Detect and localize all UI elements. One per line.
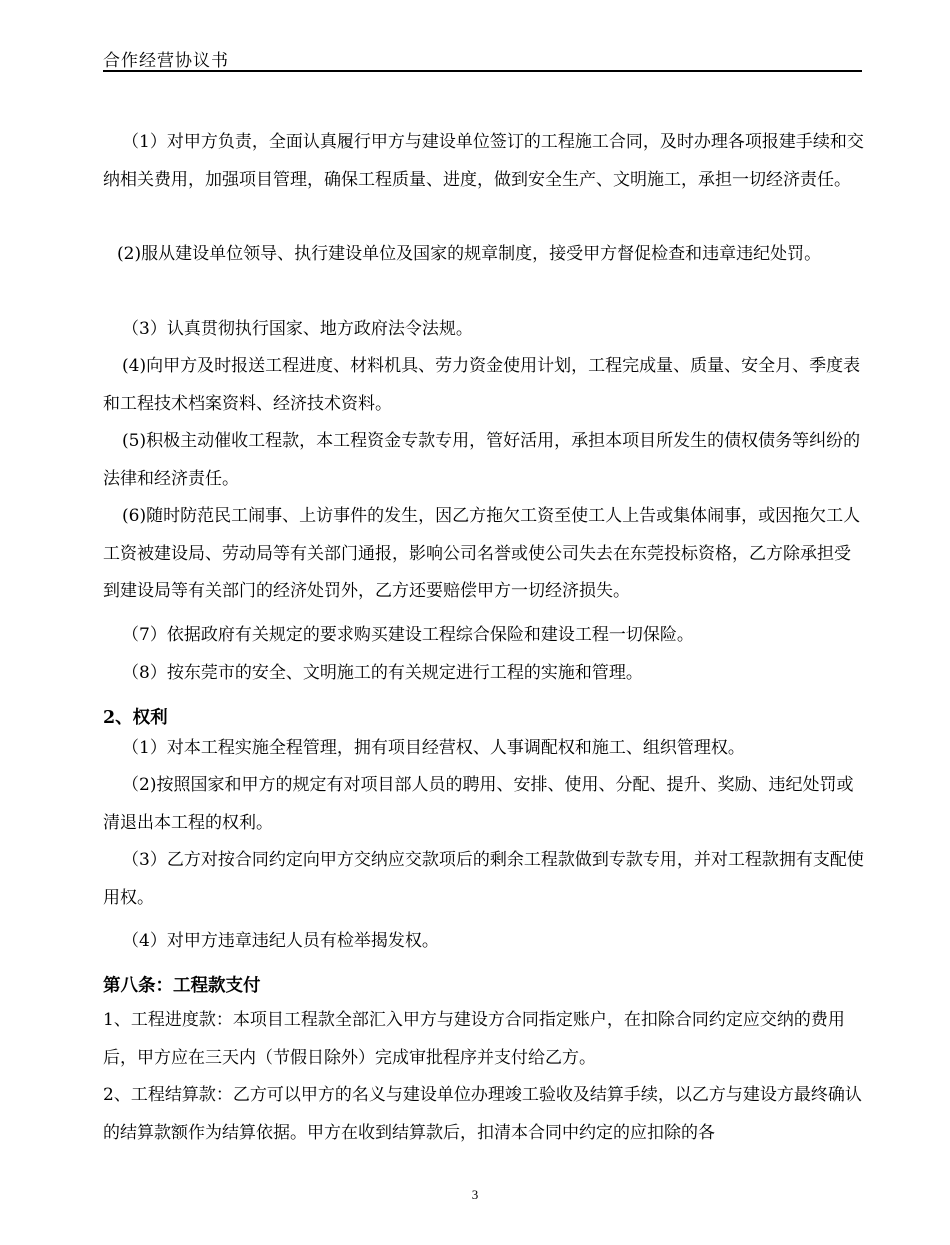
obligation-item-6: (6)随时防范民工闹事、上访事件的发生，因乙方拖欠工资至使工人上告或集体闹事，或因拖欠工人工资被建设局、劳动局等有关部门通报，影响公司名誉或使公司失去在东莞投标资格，乙方除承担受到建设局等有关部门的经济处罚外，乙方还要赔偿甲方一切经济损失。 bbox=[103, 506, 861, 601]
article-eight-heading: 第八条：工程款支付 bbox=[103, 976, 261, 996]
rights-item-4: （4）对甲方违章违纪人员有检举揭发权。 bbox=[122, 931, 439, 951]
rights-item-2: （2)按照国家和甲方的规定有对项目部人员的聘用、安排、使用、分配、提升、奖励、违纪处罚或清退出本工程的权利。 bbox=[103, 775, 854, 833]
obligation-item-8: （8）按东莞市的安全、文明施工的有关规定进行工程的实施和管理。 bbox=[122, 663, 643, 683]
settlement-payment-clause: 2、工程结算款：乙方可以甲方的名义与建设单位办理竣工验收及结算手续，以乙方与建设方最终确认的结算款额作为结算依据。甲方在收到结算款后，扣清本合同中约定的应扣除的各 bbox=[103, 1085, 862, 1143]
rights-item-3: （3）乙方对按合同约定向甲方交纳应交款项后的剩余工程款做到专款专用，并对工程款拥有支配使用权。 bbox=[103, 850, 864, 908]
obligation-item-5: (5)积极主动催收工程款，本工程资金专款专用，管好活用，承担本项目所发生的债权债务等纠纷的法律和经济责任。 bbox=[103, 431, 861, 489]
obligation-item-4: (4)向甲方及时报送工程进度、材料机具、劳力资金使用计划，工程完成量、质量、安全月、季度表和工程技术档案资料、经济技术资料。 bbox=[103, 356, 861, 414]
progress-payment-clause: 1、工程进度款：本项目工程款全部汇入甲方与建设方合同指定账户，在扣除合同约定应交纳的费用后，甲方应在三天内（节假日除外）完成审批程序并支付给乙方。 bbox=[103, 1010, 845, 1068]
obligation-item-7: （7）依据政府有关规定的要求购买建设工程综合保险和建设工程一切保险。 bbox=[122, 625, 694, 645]
header-divider bbox=[103, 70, 862, 72]
document-header-title: 合作经营协议书 bbox=[103, 51, 229, 71]
rights-item-1: （1）对本工程实施全程管理，拥有项目经营权、人事调配权和施工、组织管理权。 bbox=[122, 738, 745, 758]
obligation-item-1: （1）对甲方负责，全面认真履行甲方与建设单位签订的工程施工合同，及时办理各项报建手续和交纳相关费用，加强项目管理，确保工程质量、进度，做到安全生产、文明施工，承担一切经济责任。 bbox=[103, 132, 864, 190]
section-heading-rights: 2、权利 bbox=[103, 708, 168, 728]
obligation-item-2: (2)服从建设单位领导、执行建设单位及国家的规章制度，接受甲方督促检查和违章违纪处罚。 bbox=[117, 244, 822, 264]
obligation-item-3: （3）认真贯彻执行国家、地方政府法令法规。 bbox=[122, 319, 473, 339]
page-number: 3 bbox=[471, 1187, 479, 1202]
